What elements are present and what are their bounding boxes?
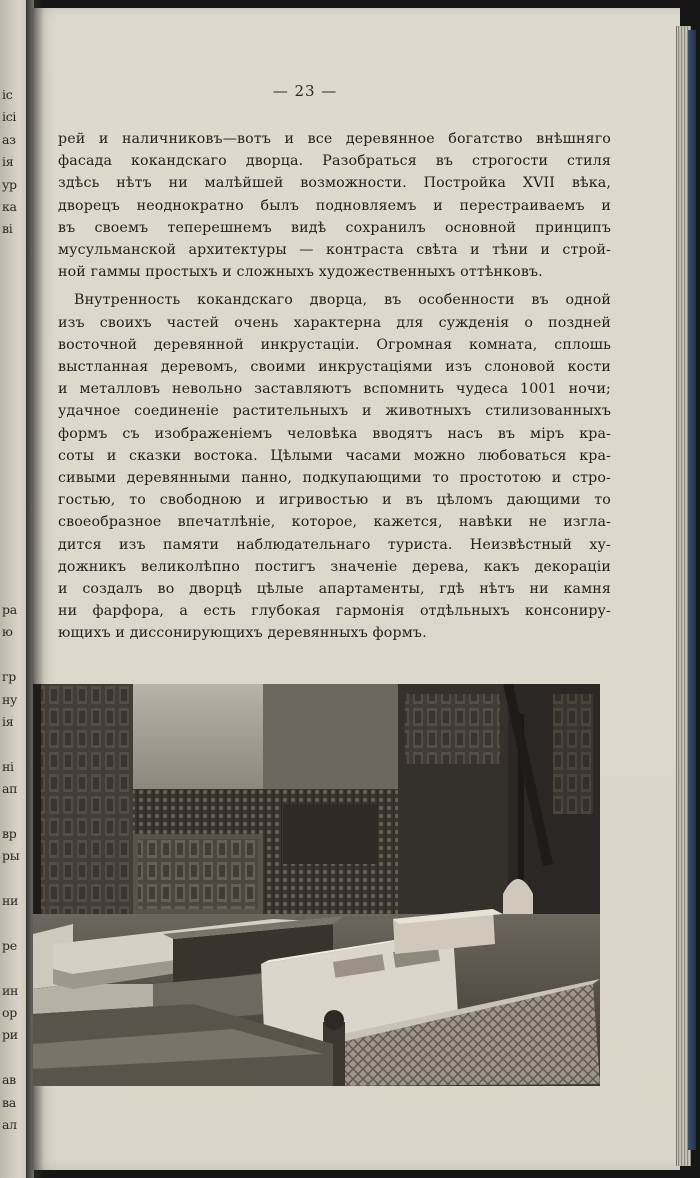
text-line: и металловъ невольно заставляютъ вспомнить чудеса 1001 ночи; xyxy=(58,381,611,398)
left-page-fragment: ісі xyxy=(2,109,17,125)
left-page-fragment: ю xyxy=(2,624,13,640)
text-line: гостью, то свободною и игривостью и въ цѣломъ дающими то xyxy=(58,492,611,509)
left-page-fragment: ну xyxy=(2,691,18,707)
left-page-fragment: ав xyxy=(2,1072,16,1088)
text-line: изъ своихъ частей очень характерна для сужденія о поздней xyxy=(58,314,611,331)
left-page-fragment: ic xyxy=(2,87,13,102)
text-line: рей и наличниковъ—вотъ и все деревянное богатство внѣшняго xyxy=(58,131,611,147)
text-line: и создалъ во дворцѣ цѣлые апартаменты, гдѣ нѣтъ ни камня xyxy=(58,581,611,598)
page-number: — 23 — xyxy=(272,82,338,100)
left-page-fragment: ні xyxy=(2,758,14,774)
text-line: ни фарфора, а есть глубокая гармонія отдѣльныхъ консониру- xyxy=(58,603,611,620)
interior-photograph xyxy=(33,684,600,1086)
left-page-fragment: ре xyxy=(2,937,17,953)
text-line: дожникъ великолѣпно постигъ значеніе дерева, какъ декораціи xyxy=(58,558,611,575)
text-line: мусульманской архитектуры — контраста свѣта и тѣни и строй- xyxy=(58,242,611,259)
left-page-fragment: ни xyxy=(2,893,19,909)
left-page-fragment: ія xyxy=(2,154,14,170)
text-line: формъ съ изображеніемъ человѣка вводятъ насъ въ міръ кра- xyxy=(58,425,611,442)
text-line: дится изъ памяти наблюдательнаго туриста. Неизвѣстный ху- xyxy=(58,536,611,553)
left-page-fragment: ор xyxy=(2,1005,17,1021)
left-page-fragment: ал xyxy=(2,1116,17,1132)
left-page-fragment: ур xyxy=(2,176,17,192)
left-page-fragment: вр xyxy=(2,825,17,841)
text-line: выстланная деревомъ, своими инкрустаціями изъ слоновой кости xyxy=(58,359,611,376)
text-line: здѣсь нѣтъ ни малѣйшей возможности. Постройка XVII вѣка, xyxy=(58,175,611,192)
left-page-fragment: гр xyxy=(2,669,16,685)
left-page-fragment: ія xyxy=(2,713,14,729)
left-page-fragment: аз xyxy=(2,131,16,147)
left-page-fragment: ин xyxy=(2,982,19,998)
left-page-fragment: ка xyxy=(2,198,17,214)
cover-edge xyxy=(688,30,696,1150)
text-line: дворецъ неоднократно былъ подновляемъ и перестраиваемъ и xyxy=(58,197,611,214)
text-line: въ своемъ теперешнемъ видѣ сохранилъ основной принципъ xyxy=(58,219,611,236)
text-line: ющихъ и диссонирующихъ деревянныхъ формъ. xyxy=(58,625,427,642)
text-line: сивыми деревянными панно, подкупающими то простотою и стро- xyxy=(58,470,611,487)
text-line: своеобразное впечатлѣніе, которое, кажется, навѣки не изгла- xyxy=(58,514,611,531)
left-page-fragment: ри xyxy=(2,1027,18,1043)
text-line: соты и сказки востока. Цѣлыми часами можно любоваться кра- xyxy=(58,447,611,464)
text-line: удачное соединеніе растительныхъ и животныхъ стилизованныхъ xyxy=(58,403,611,420)
text-line: ной гаммы простыхъ и сложныхъ художественныхъ оттѣнковъ. xyxy=(58,264,543,281)
left-page-fragment: ві xyxy=(2,221,13,237)
left-page-fragment: ап xyxy=(2,781,18,797)
text-line: Внутренность кокандскаго дворца, въ особенности въ одной xyxy=(74,292,611,309)
body-text xyxy=(58,128,611,645)
photograph-image xyxy=(33,684,600,1086)
left-page-fragment: ва xyxy=(2,1094,16,1110)
text-line: восточной деревянной инкрустаціи. Огромная комната, сплошь xyxy=(58,336,611,353)
left-page-fragment: ра xyxy=(2,601,17,617)
text-line: фасада кокандскаго дворца. Разобраться въ строгости стиля xyxy=(58,153,611,170)
left-page-fragment: ры xyxy=(2,848,20,864)
